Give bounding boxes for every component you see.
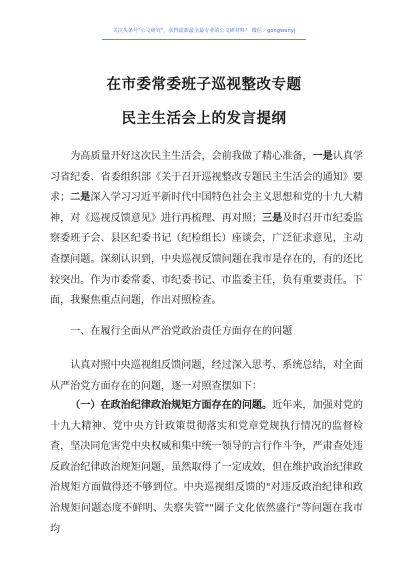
- section-heading: [50, 322, 363, 343]
- section-intro-paragraph: [50, 356, 363, 397]
- intro-text-1: 为高质量开好这次民主生活会，会前我做了精心准备，: [70, 151, 313, 162]
- subsection-heading: （一）在政治纪律政治规矩方面存在的问题。: [70, 400, 273, 411]
- section-heading-text: 一、在履行全面从严治党政治责任方面存在的问题: [70, 326, 293, 337]
- intro-paragraph: [50, 147, 363, 312]
- section-intro-text: 认真对照中央巡视组反馈问题，经过深入思考、系统总结，对全面从严治党方面存在的问题，逐一对照查摆如下：: [50, 360, 363, 392]
- document-title-line1: 在市委常委班子巡视整改专题: [106, 77, 302, 93]
- intro-point-3: 三是: [262, 212, 283, 224]
- header-banner: [102, 22, 306, 40]
- subsection-paragraph: [50, 396, 363, 540]
- document-title-line2: 民主生活会上的发言提纲: [121, 111, 287, 127]
- intro-text-2: 认真学习省纪委、省委组织部《关于召开巡视整改专题民主生活会的通知》要求；: [50, 151, 364, 204]
- intro-text-4: 及时召开市纪委监察委班子会、县区纪委书记（纪检组长）座谈会，广泛征求意见，主动查摆问题。深刻认识到，中央巡视反馈问题在我市是存在的，有的还比较突出。作为市委常委、市纪委书记、市监委主任，负有重要责任。下面，我聚焦重点问题，作出对照检查。: [50, 212, 364, 307]
- intro-point-1: 一是: [312, 151, 333, 162]
- subsection-text: 近年来，加强对党的十九大精神、党中央方针政策贯彻落实和党章党规执行情况的监督检查，坚决同危害党中央权威和集中统一领导的言行作斗争，严肃查处违反政治纪律政治规矩问题，虽然取得了一定成效，但在维护政治纪律政治规矩方面做得还不够到位。中央巡视组反馈的"对违反政治纪律和政治规矩问题态度不鲜明、失察失管""圈子文化依然盛行"等问题在我市均: [50, 400, 364, 535]
- intro-text-3: 深入学习习近平新时代中国特色社会主义思想和党的十九大精神，对《巡视反馈意见》进行再梳理、再对照；: [50, 192, 364, 224]
- intro-point-2: 二是: [70, 192, 91, 204]
- header-banner-text: 关注头条号"公文研究"，获得最新最全最专业的公文研材料！ 微信：gongwenyj: [112, 28, 296, 34]
